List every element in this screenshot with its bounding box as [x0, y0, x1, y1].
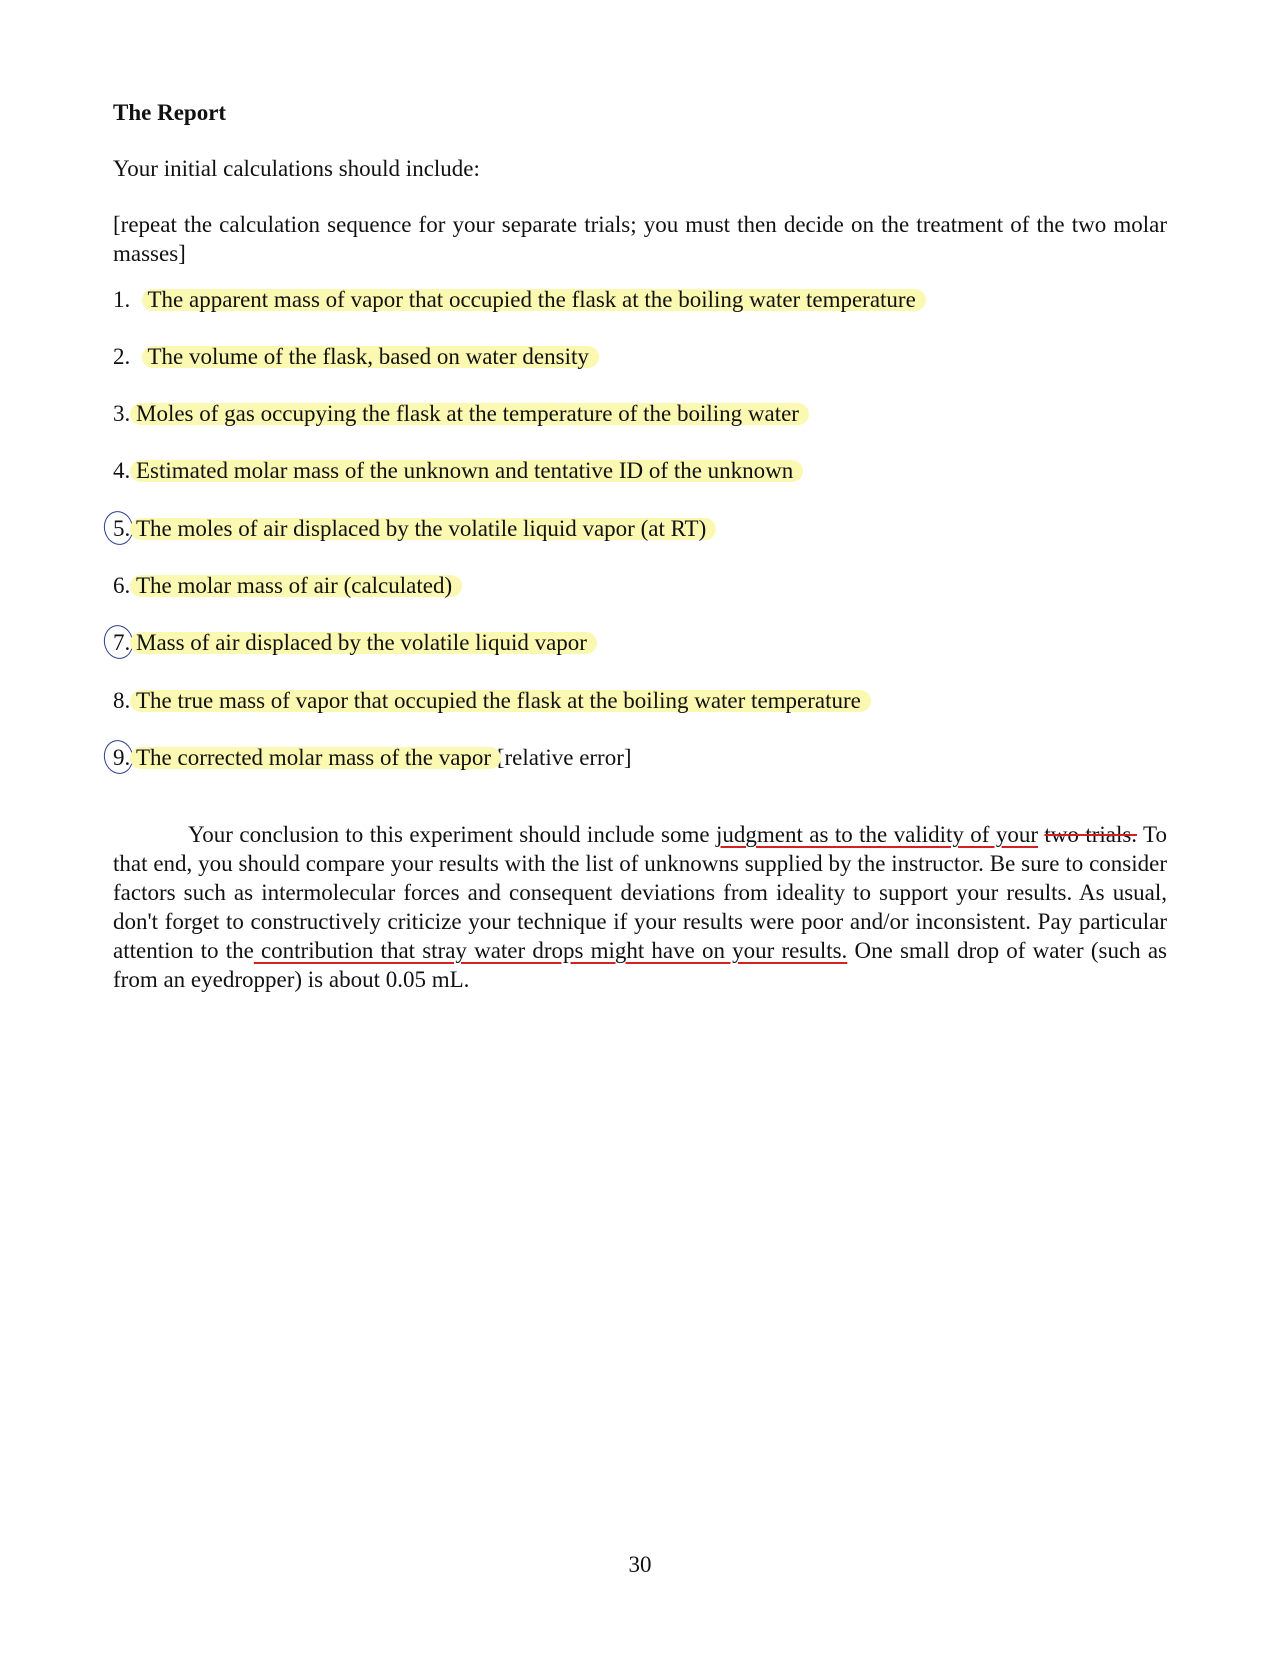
conclusion-paragraph: [113, 820, 1167, 994]
item-number: 2.: [113, 344, 131, 369]
list-item-1: [113, 285, 916, 315]
red-strikethrough: two trials.: [1044, 822, 1138, 847]
item-suffix: [relative error]: [491, 745, 632, 770]
list-item-2: [113, 342, 589, 372]
item-text: The volume of the flask, based on water density: [147, 344, 589, 369]
red-underline-1: judgment as to the validity of your: [715, 822, 1039, 847]
item-number-circled: 7.: [113, 628, 130, 658]
item-number-circled: 5.: [113, 514, 130, 544]
item-text: The moles of air displaced by the volatile liquid vapor (at RT): [136, 516, 707, 541]
item-number: 1.: [113, 287, 131, 312]
list-item-9: [113, 743, 632, 773]
conclusion-text-2: To that end, you should compare your results with the list of unknowns supplied by the instructor. Be sure to consider factors such as intermolecular forces and consequent deviations from ideality to support your results. As usual, don't forget to constructively criticize your technique if your results were poor and/or inconsistent. Pay particular attention to the: [113, 822, 1167, 963]
item-text: The true mass of vapor that occupied the flask at the boiling water temperature: [136, 688, 861, 713]
item-number: 6.: [113, 573, 131, 598]
list-item-5: [113, 514, 706, 544]
item-number: 4.: [113, 458, 131, 483]
list-item-4: [113, 456, 793, 486]
list-item-3: [113, 399, 799, 429]
item-number: 3.: [113, 401, 131, 426]
conclusion-text-3: One small drop of water (such as from an eyedropper) is about 0.05 mL.: [113, 938, 1167, 992]
item-number: 8.: [113, 688, 131, 713]
list-item-6: [113, 571, 452, 601]
conclusion-text-1: Your conclusion to this experiment should include some: [188, 822, 716, 847]
intro-text: Your initial calculations should include:: [113, 156, 480, 181]
item-number-circled: 9.: [113, 743, 130, 773]
item-text: The molar mass of air (calculated): [136, 573, 453, 598]
item-text: The corrected molar mass of the vapor: [136, 745, 492, 770]
page-number: 30: [628, 1552, 652, 1577]
list-item-7: [113, 628, 587, 658]
red-underline-2: contribution that stray water drops might have on your results.: [253, 938, 848, 963]
list-item-8: [113, 686, 861, 716]
bracket-note: [repeat the calculation sequence for your separate trials; you must then decide on the treatment of the two molar masses]: [113, 212, 1167, 266]
report-title: The Report: [113, 100, 227, 125]
item-text: Estimated molar mass of the unknown and tentative ID of the unknown: [136, 458, 794, 483]
item-text: Moles of gas occupying the flask at the temperature of the boiling water: [136, 401, 799, 426]
item-text: Mass of air displaced by the volatile liquid vapor: [136, 630, 587, 655]
item-text: The apparent mass of vapor that occupied the flask at the boiling water temperature: [147, 287, 916, 312]
